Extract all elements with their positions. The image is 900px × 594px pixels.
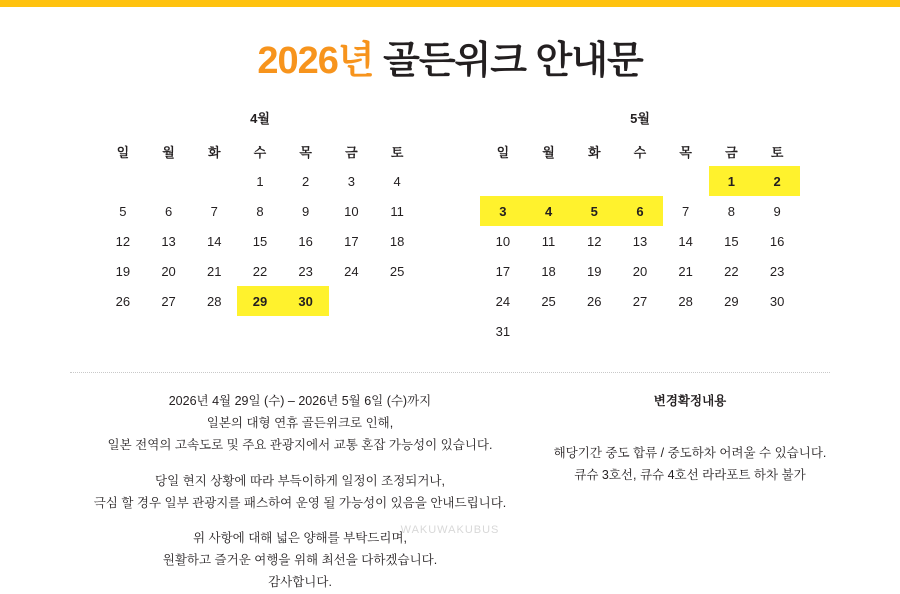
day-cell: 7 (210, 203, 218, 219)
day-cell (374, 286, 420, 316)
table-row (480, 226, 800, 256)
day-cell: 12 (587, 233, 602, 249)
day-cell: 18 (389, 233, 405, 249)
day-cell: 19 (587, 263, 602, 279)
change-notice-line-1: 해당기간 중도 합류 / 중도하차 어려울 수 있습니다. (553, 445, 827, 460)
day-cell: 23 (298, 263, 313, 279)
day-cell: 17 (344, 233, 359, 249)
day-cell: 21 (207, 263, 222, 279)
day-cell (329, 286, 375, 316)
top-accent-bar (0, 0, 900, 7)
table-row (100, 166, 420, 196)
change-notice-heading: 변경확정내용 (653, 394, 727, 408)
weekday-header-sun: 일 (496, 145, 510, 160)
page-title-rest: 골든위크 안내문 (383, 40, 643, 82)
day-cell: 12 (115, 233, 131, 249)
calendar-may-title: 5월 (630, 111, 650, 126)
table-row (480, 196, 800, 226)
weekday-header-sun: 일 (116, 145, 130, 160)
day-cell (754, 316, 800, 346)
day-cell: 20 (161, 263, 176, 279)
table-row (100, 256, 420, 286)
section-divider (70, 372, 830, 373)
weekday-header-tue: 화 (587, 145, 601, 160)
day-cell: 9 (302, 203, 310, 219)
table-row (100, 286, 420, 316)
day-cell-highlighted: 6 (617, 196, 663, 226)
day-cell: 10 (344, 203, 359, 219)
footer-watermark: WAKUWAKUBUS (400, 524, 500, 536)
day-cell: 14 (678, 233, 693, 249)
table-row (100, 196, 420, 226)
day-cell-highlighted: 29 (237, 286, 283, 316)
day-cell (571, 316, 617, 346)
day-cell: 8 (727, 203, 735, 219)
day-cell: 14 (207, 233, 222, 249)
day-cell: 20 (632, 263, 648, 279)
day-cell: 11 (390, 203, 404, 219)
day-cell: 15 (252, 233, 268, 249)
day-cell: 26 (587, 293, 602, 309)
day-cell: 21 (678, 263, 693, 279)
day-cell: 16 (769, 233, 785, 249)
calendar-may (480, 108, 800, 346)
weekday-header-mon: 월 (162, 145, 175, 160)
day-cell: 18 (541, 263, 556, 279)
day-cell: 11 (541, 233, 556, 249)
notice-section (0, 391, 900, 594)
day-cell: 27 (161, 293, 176, 309)
page-title (0, 29, 900, 84)
day-cell-highlighted: 3 (480, 196, 526, 226)
weekday-header-thu: 목 (299, 145, 312, 160)
notice-left-column (60, 391, 540, 594)
notice-paragraph-2: 당일 현지 상황에 따라 부득이하게 일정이 조정되거나, 극심 할 경우 일부 관광지를 패스하여 운영 될 가능성이 있음을 안내드립니다. (93, 473, 507, 510)
change-notice-line-2: 큐슈 3호선, 큐슈 4호선 라라포트 하차 불가 (574, 467, 806, 482)
day-cell: 22 (252, 263, 268, 279)
day-cell (617, 316, 663, 346)
day-cell: 9 (773, 203, 781, 219)
day-cell-highlighted: 30 (283, 286, 329, 316)
day-cell: 8 (256, 203, 264, 219)
weekday-header-thu: 목 (679, 145, 692, 160)
day-cell (571, 166, 617, 196)
day-cell: 22 (724, 263, 739, 279)
day-cell (480, 166, 526, 196)
table-row (480, 256, 800, 286)
weekday-header-tue: 화 (207, 145, 221, 160)
day-cell: 4 (393, 173, 401, 189)
day-cell: 25 (389, 263, 405, 279)
day-cell (526, 316, 572, 346)
day-cell: 5 (119, 203, 127, 219)
day-cell: 27 (632, 293, 648, 309)
day-cell (663, 166, 709, 196)
calendar-may-table (480, 137, 800, 346)
day-cell: 16 (298, 233, 313, 249)
page-title-year: 2026년 (257, 40, 374, 82)
weekday-header-sat: 토 (770, 145, 784, 160)
table-row (100, 226, 420, 256)
day-cell (146, 166, 192, 196)
day-cell: 13 (161, 233, 176, 249)
day-cell: 28 (207, 293, 222, 309)
day-cell: 19 (115, 263, 131, 279)
calendar-april (100, 108, 420, 346)
day-cell: 7 (682, 203, 690, 219)
table-row (480, 316, 800, 346)
day-cell: 30 (769, 293, 785, 309)
table-row (100, 137, 420, 166)
calendar-april-table (100, 137, 420, 316)
weekday-header-fri: 금 (345, 145, 358, 160)
day-cell: 13 (632, 233, 648, 249)
day-cell (100, 166, 146, 196)
day-cell: 1 (256, 173, 264, 189)
table-row (480, 137, 800, 166)
calendar-april-title: 4월 (250, 111, 270, 126)
table-row (480, 286, 800, 316)
day-cell: 26 (115, 293, 131, 309)
day-cell: 25 (541, 293, 556, 309)
weekday-header-wed: 수 (253, 145, 267, 160)
day-cell: 29 (724, 293, 739, 309)
day-cell: 23 (769, 263, 785, 279)
day-cell (526, 166, 572, 196)
table-row (480, 166, 800, 196)
day-cell (663, 316, 709, 346)
day-cell: 24 (495, 293, 511, 309)
notice-paragraph-3: 위 사항에 대해 넓은 양해를 부탁드리며, 원활하고 즐거운 여행을 위해 최선을 다하겠습니다. 감사합니다. (162, 531, 438, 590)
notice-right-column (540, 391, 840, 594)
weekday-header-wed: 수 (633, 145, 647, 160)
day-cell: 31 (495, 323, 511, 339)
day-cell: 6 (164, 203, 173, 219)
day-cell: 3 (347, 173, 355, 189)
day-cell-highlighted: 5 (571, 196, 617, 226)
day-cell-highlighted: 4 (526, 196, 572, 226)
day-cell: 24 (344, 263, 359, 279)
day-cell-highlighted: 1 (709, 166, 755, 196)
day-cell: 2 (302, 173, 310, 189)
day-cell: 15 (724, 233, 739, 249)
day-cell (617, 166, 663, 196)
weekday-header-fri: 금 (725, 145, 738, 160)
notice-paragraph-1: 2026년 4월 29일 (수) – 2026년 5월 6일 (수)까지 일본의 대형 연휴 골든위크로 인해, 일본 전역의 고속도로 및 주요 관광지에서 교통 혼잡 가능성이 있습니다. (107, 394, 493, 452)
day-cell: 28 (678, 293, 693, 309)
day-cell: 10 (495, 233, 511, 249)
weekday-header-mon: 월 (542, 145, 555, 160)
day-cell (709, 316, 755, 346)
day-cell-highlighted: 2 (754, 166, 800, 196)
day-cell (191, 166, 237, 196)
weekday-header-sat: 토 (390, 145, 404, 160)
calendars-container (0, 108, 900, 346)
day-cell: 17 (495, 263, 511, 279)
